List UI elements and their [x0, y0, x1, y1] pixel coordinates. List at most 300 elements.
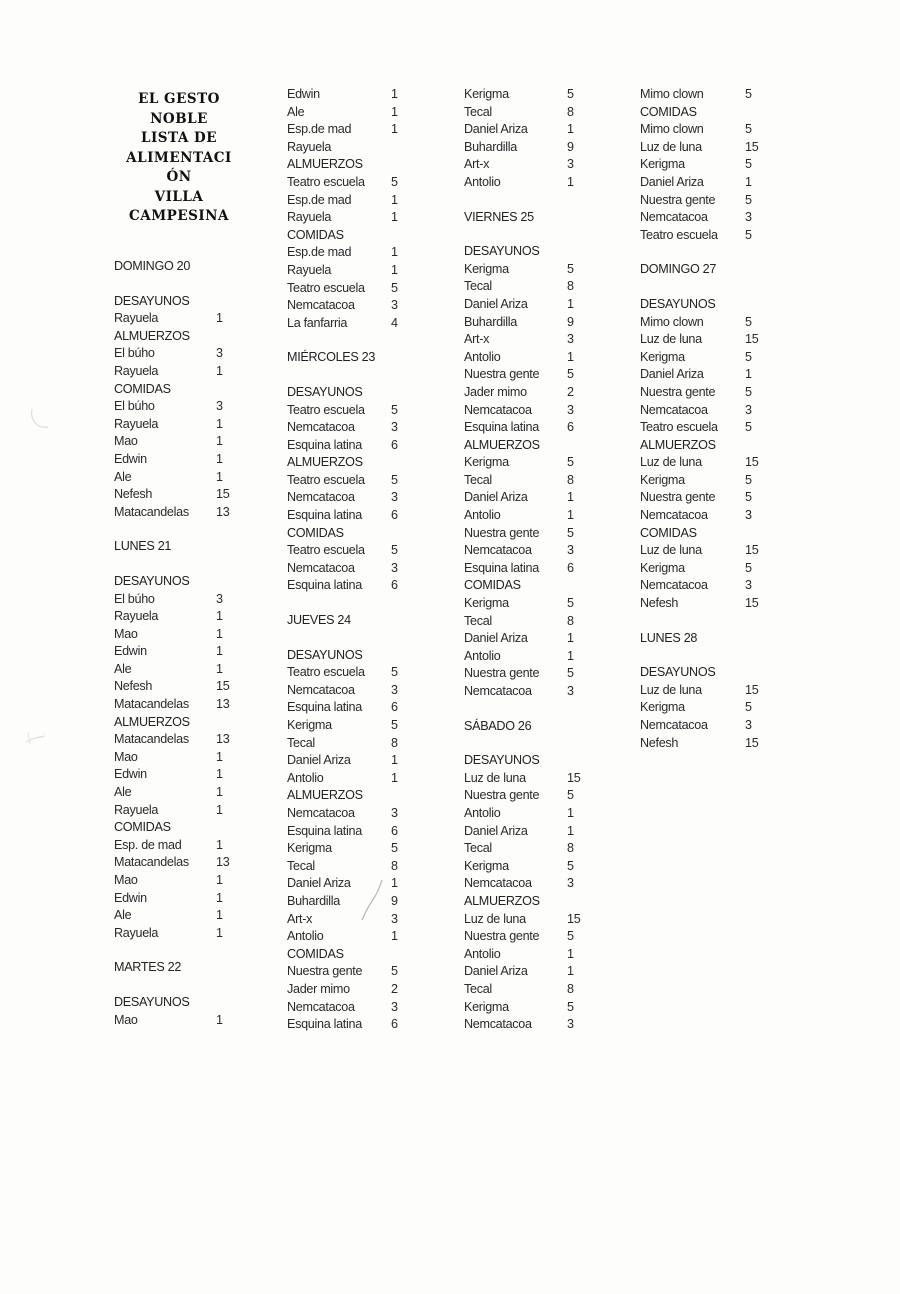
quantity: 5 [745, 472, 752, 487]
group-name: Mao [114, 873, 138, 887]
list-item [287, 244, 417, 262]
list-item [640, 331, 770, 349]
group-name: Ale [114, 469, 132, 484]
meal-heading: DESAYUNOS [114, 994, 190, 1009]
group-name: Rayuela [114, 609, 159, 624]
group-name: Kerigma [464, 999, 509, 1014]
list-item [287, 419, 417, 437]
list-item [287, 770, 417, 788]
group-name: Art-x [287, 911, 313, 926]
quantity: 3 [391, 490, 398, 505]
group-name: Jader mimo [287, 981, 350, 996]
scan-artifact [22, 728, 48, 748]
quantity: 5 [567, 87, 574, 101]
meal-heading: COMIDAS [287, 946, 344, 961]
group-name: Rayuela [114, 925, 159, 940]
group-name: Teatro escuela [287, 665, 365, 680]
meal-heading: ALMUERZOS [287, 157, 363, 172]
list-item [287, 472, 417, 490]
group-name: Kerigma [464, 87, 509, 101]
group-name: Daniel Ariza [464, 964, 528, 979]
quantity: 5 [745, 349, 752, 364]
quantity: 15 [745, 543, 759, 558]
quantity: 1 [391, 753, 398, 768]
group-name: Rayuela [114, 416, 159, 431]
group-name: Luz de luna [640, 682, 702, 697]
group-name: Mimo clown [640, 314, 704, 329]
quantity: 13 [216, 855, 230, 870]
meal-heading: COMIDAS [640, 525, 697, 540]
list-item [640, 121, 770, 139]
title-line: VILLA [154, 188, 204, 205]
list-item [464, 331, 594, 349]
quantity: 5 [567, 666, 574, 681]
title-line: EL GESTO [138, 91, 220, 107]
list-item [464, 489, 594, 507]
group-name: El búho [114, 399, 155, 414]
meal-heading: DESAYUNOS [464, 753, 540, 768]
group-name: Nuestra gente [464, 525, 540, 540]
quantity: 15 [567, 770, 581, 785]
group-name: Nuestra gente [287, 964, 363, 979]
list-item [640, 402, 770, 420]
list-item [464, 595, 594, 613]
list-item [640, 454, 770, 472]
quantity: 8 [391, 735, 398, 750]
day-heading: MIÉRCOLES 23 [287, 350, 376, 365]
quantity: 3 [567, 876, 574, 891]
quantity: 5 [745, 122, 752, 137]
quantity: 3 [216, 346, 223, 361]
list-item [464, 805, 594, 823]
group-name: Nemcatacoa [640, 508, 708, 523]
group-name: Matacandelas [114, 504, 189, 519]
group-name: Kerigma [640, 700, 685, 715]
quantity: 1 [216, 311, 223, 326]
group-name: Nemcatacoa [287, 420, 355, 435]
quantity: 3 [567, 684, 574, 698]
group-name: Nuestra gente [640, 192, 716, 207]
list-item [287, 315, 417, 333]
group-name: Tecal [287, 858, 315, 873]
group-name: Buhardilla [464, 139, 518, 154]
quantity: 3 [216, 399, 223, 414]
quantity: 1 [216, 837, 223, 852]
quantity: 5 [567, 525, 574, 540]
quantity: 8 [391, 858, 398, 873]
list-item [114, 837, 244, 855]
quantity: 1 [216, 451, 223, 466]
group-name: Nefesh [640, 596, 679, 611]
quantity: 1 [391, 87, 398, 101]
list-item [114, 433, 244, 451]
quantity: 3 [745, 718, 752, 732]
list-item [640, 560, 770, 578]
group-name: Nemcatacoa [287, 805, 355, 820]
group-name: Kerigma [640, 472, 685, 487]
group-name: Nemcatacoa [464, 1017, 532, 1032]
quantity: 13 [216, 697, 230, 712]
list-item [464, 928, 594, 946]
group-name: Kerigma [464, 858, 509, 873]
list-item [287, 104, 417, 122]
list-item [464, 278, 594, 296]
list-item [114, 907, 244, 925]
quantity: 1 [567, 296, 574, 311]
group-name: Daniel Ariza [640, 174, 704, 189]
group-name: Jader mimo [464, 384, 527, 399]
list-item [640, 595, 770, 613]
list-item [287, 577, 417, 595]
group-name: Nemcatacoa [464, 402, 532, 417]
quantity: 6 [391, 437, 398, 452]
list-item [464, 858, 594, 876]
quantity: 5 [745, 420, 752, 435]
list-item [464, 542, 594, 560]
group-name: Antolio [464, 349, 501, 364]
quantity: 3 [745, 508, 752, 523]
list-item [114, 731, 244, 749]
day-heading: MARTES 22 [114, 960, 182, 975]
list-item [464, 770, 594, 788]
group-name: Antolio [464, 946, 501, 961]
title-line: CAMPESINA [129, 208, 229, 224]
list-item [287, 139, 417, 157]
list-item [287, 928, 417, 946]
meal-heading: ALMUERZOS [640, 437, 716, 452]
quantity: 3 [567, 402, 574, 417]
list-item [287, 209, 417, 227]
group-name: Rayuela [114, 802, 159, 817]
group-name: Teatro escuela [287, 174, 365, 189]
quantity: 3 [391, 911, 398, 926]
list-item [114, 872, 244, 890]
meal-heading: COMIDAS [114, 820, 171, 835]
list-item [640, 86, 770, 104]
group-name: Buhardilla [287, 893, 341, 908]
pencil-mark [358, 878, 388, 924]
group-name: Rayuela [114, 311, 159, 326]
list-item [287, 174, 417, 192]
meal-heading: COMIDAS [640, 104, 697, 119]
group-name: Luz de luna [640, 139, 702, 154]
group-name: Luz de luna [464, 770, 526, 785]
quantity: 9 [567, 139, 574, 154]
group-name: Tecal [287, 735, 315, 750]
group-name: Esp.de mad [287, 192, 352, 207]
quantity: 1 [567, 648, 574, 663]
quantity: 5 [391, 174, 398, 189]
quantity: 5 [745, 314, 752, 329]
meal-heading: COMIDAS [287, 227, 344, 242]
list-item [464, 86, 594, 104]
group-name: Ale [114, 908, 132, 923]
list-item [464, 560, 594, 578]
group-name: Tecal [464, 981, 492, 996]
list-item [287, 121, 417, 139]
group-name: Tecal [464, 472, 492, 487]
group-name: Kerigma [640, 560, 685, 575]
list-item [114, 1012, 244, 1030]
list-item [464, 174, 594, 192]
group-name: Daniel Ariza [464, 122, 528, 137]
list-item [464, 366, 594, 384]
group-name: Antolio [287, 929, 324, 944]
group-name: Teatro escuela [287, 543, 365, 558]
quantity: 5 [745, 700, 752, 715]
list-item [287, 507, 417, 525]
quantity: 1 [216, 469, 223, 484]
quantity: 3 [391, 805, 398, 820]
quantity: 5 [745, 384, 752, 399]
quantity: 1 [391, 122, 398, 137]
meal-heading: DESAYUNOS [287, 647, 363, 662]
list-item [464, 507, 594, 525]
quantity: 1 [745, 174, 752, 189]
meal-heading: COMIDAS [287, 525, 344, 540]
list-item [114, 661, 244, 679]
quantity: 1 [216, 434, 223, 449]
title-line: ÓN [166, 169, 192, 185]
group-name: Teatro escuela [640, 227, 718, 242]
list-item [287, 858, 417, 876]
list-item [114, 854, 244, 872]
group-name: Nemcatacoa [287, 999, 355, 1014]
group-name: Nemcatacoa [464, 876, 532, 891]
day-heading: DOMINGO 20 [114, 259, 191, 273]
list-item [464, 648, 594, 666]
group-name: Esquina latina [287, 700, 362, 715]
list-item [287, 805, 417, 823]
meal-heading: DESAYUNOS [640, 296, 716, 311]
quantity: 13 [216, 504, 230, 519]
list-item [640, 717, 770, 735]
group-name: Daniel Ariza [464, 296, 528, 311]
group-name: Tecal [464, 279, 492, 294]
quantity: 5 [391, 841, 398, 856]
list-item [287, 86, 417, 104]
list-item [464, 875, 594, 893]
list-item [114, 469, 244, 487]
quantity: 15 [745, 332, 759, 347]
list-item [287, 402, 417, 420]
group-name: Kerigma [287, 718, 332, 732]
group-name: Kerigma [640, 157, 685, 172]
group-name: Edwin [114, 767, 147, 782]
group-name: Tecal [464, 104, 492, 119]
schedule-column-3 [464, 86, 594, 1034]
list-item [640, 542, 770, 560]
group-name: Nemcatacoa [640, 402, 708, 417]
quantity: 1 [216, 626, 223, 641]
group-name: Mao [114, 626, 138, 641]
list-item [287, 963, 417, 981]
list-item [114, 696, 244, 714]
quantity: 4 [391, 315, 398, 330]
group-name: Edwin [114, 451, 147, 466]
quantity: 1 [567, 823, 574, 838]
quantity: 1 [567, 805, 574, 820]
list-item [287, 911, 417, 929]
group-name: Nemcatacoa [287, 560, 355, 575]
list-item [640, 699, 770, 717]
quantity: 5 [567, 999, 574, 1014]
list-item [640, 349, 770, 367]
quantity: 1 [216, 416, 223, 431]
meal-heading: ALMUERZOS [464, 893, 540, 908]
quantity: 8 [567, 279, 574, 294]
group-name: Matacandelas [114, 732, 189, 747]
group-name: Mimo clown [640, 122, 704, 137]
quantity: 1 [567, 490, 574, 505]
quantity: 1 [745, 367, 752, 382]
group-name: Kerigma [464, 261, 509, 276]
group-name: Mao [114, 749, 138, 764]
list-item [640, 209, 770, 227]
list-item [464, 963, 594, 981]
schedule-column-2 [287, 86, 417, 1034]
list-item [114, 766, 244, 784]
group-name: Art-x [464, 332, 490, 347]
quantity: 1 [216, 890, 223, 905]
quantity: 1 [216, 873, 223, 887]
quantity: 3 [567, 332, 574, 347]
quantity: 6 [391, 578, 398, 593]
list-item [464, 630, 594, 648]
scan-artifact [28, 405, 52, 435]
quantity: 3 [391, 560, 398, 575]
list-item [114, 643, 244, 661]
list-item [287, 699, 417, 717]
quantity: 5 [745, 560, 752, 575]
list-item [287, 893, 417, 911]
list-item [464, 419, 594, 437]
meal-heading: DESAYUNOS [114, 293, 190, 308]
group-name: Nuestra gente [464, 367, 540, 382]
quantity: 2 [567, 384, 574, 399]
quantity: 3 [745, 578, 752, 593]
quantity: 5 [391, 280, 398, 295]
list-item [464, 946, 594, 964]
quantity: 5 [745, 227, 752, 242]
group-name: Buhardilla [464, 314, 518, 329]
schedule-column-1 [114, 258, 244, 1029]
list-item [464, 525, 594, 543]
list-item [114, 626, 244, 644]
list-item [640, 139, 770, 157]
quantity: 5 [745, 192, 752, 207]
quantity: 9 [391, 893, 398, 908]
group-name: Daniel Ariza [287, 753, 351, 768]
group-name: Kerigma [287, 841, 332, 856]
group-name: Nemcatacoa [640, 718, 708, 732]
quantity: 1 [216, 802, 223, 817]
list-item [640, 174, 770, 192]
list-item [114, 591, 244, 609]
group-name: Esp.de mad [287, 245, 352, 260]
group-name: Nemcatacoa [464, 543, 532, 558]
quantity: 8 [567, 841, 574, 856]
list-item [464, 1016, 594, 1034]
list-item [287, 735, 417, 753]
group-name: Esp.de mad [287, 122, 352, 137]
group-name: Esquina latina [287, 1017, 362, 1032]
list-item [640, 419, 770, 437]
group-name: Nefesh [640, 735, 679, 750]
group-name: Nuestra gente [464, 788, 540, 803]
group-name: Rayuela [114, 363, 159, 378]
list-item [640, 507, 770, 525]
group-name: Nuestra gente [640, 384, 716, 399]
quantity: 6 [391, 1017, 398, 1032]
quantity: 8 [567, 104, 574, 119]
group-name: Art-x [464, 157, 490, 172]
quantity: 1 [567, 122, 574, 137]
list-item [464, 402, 594, 420]
group-name: Antolio [464, 508, 501, 523]
group-name: Luz de luna [464, 911, 526, 926]
list-item [287, 560, 417, 578]
list-item [464, 296, 594, 314]
group-name: Antolio [464, 174, 501, 189]
quantity: 1 [216, 749, 223, 764]
group-name: Daniel Ariza [464, 823, 528, 838]
quantity: 5 [391, 472, 398, 487]
quantity: 8 [567, 981, 574, 996]
quantity: 1 [216, 767, 223, 782]
list-item [114, 486, 244, 504]
schedule-column-4 [640, 86, 770, 752]
list-item [114, 363, 244, 381]
document-title [104, 90, 254, 227]
group-name: Luz de luna [640, 332, 702, 347]
meal-heading: ALMUERZOS [114, 328, 190, 343]
list-item [640, 735, 770, 753]
group-name: Nefesh [114, 487, 153, 502]
list-item [464, 787, 594, 805]
list-item [640, 682, 770, 700]
meal-heading: DESAYUNOS [287, 384, 363, 399]
quantity: 5 [391, 543, 398, 558]
quantity: 2 [391, 981, 398, 996]
quantity: 5 [567, 858, 574, 873]
list-item [287, 489, 417, 507]
group-name: Antolio [464, 648, 501, 663]
quantity: 1 [567, 508, 574, 523]
meal-heading: DESAYUNOS [114, 573, 190, 588]
quantity: 5 [391, 964, 398, 979]
quantity: 15 [216, 679, 230, 694]
group-name: Edwin [114, 644, 147, 659]
group-name: Rayuela [287, 262, 332, 277]
group-name: Kerigma [464, 455, 509, 470]
quantity: 3 [391, 682, 398, 697]
list-item [287, 437, 417, 455]
list-item [464, 981, 594, 999]
list-item [464, 314, 594, 332]
quantity: 9 [567, 314, 574, 329]
quantity: 15 [745, 682, 759, 697]
list-item [287, 999, 417, 1017]
list-item [464, 665, 594, 683]
list-item [464, 104, 594, 122]
group-name: Matacandelas [114, 697, 189, 712]
quantity: 6 [567, 560, 574, 575]
list-item [464, 840, 594, 858]
quantity: 1 [391, 770, 398, 785]
quantity: 6 [567, 420, 574, 435]
quantity: 5 [391, 718, 398, 732]
